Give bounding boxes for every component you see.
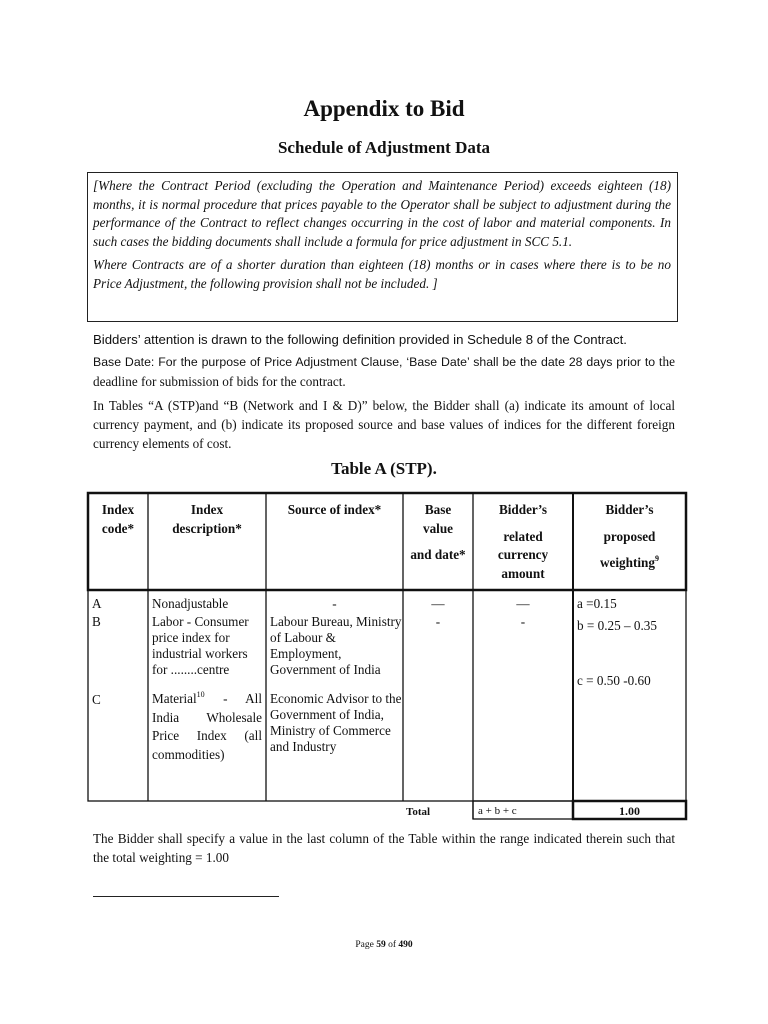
row-c-source: Economic Advisor to the Government of India, Ministry of Commerce and Industry [270,691,402,754]
header-base-value: Base value and date* [410,502,466,562]
row-b-source: Labour Bureau, Ministry of Labour & Employment, Government of India [270,614,402,677]
row-a-base-value: — [431,596,445,611]
row-c-description: Material$^{10}$ - All India Wholesale Price Index (all commodities) [152,690,262,762]
row-a-currency-amount: — [516,596,530,611]
row-c-code: C [92,692,101,707]
page-subtitle: Schedule of Adjustment Data [277,138,491,157]
definition-intro: Bidders’ attention is drawn to the following definition provided in Schedule 8 of the Contract. [93,332,627,347]
row-a-code: A [92,596,102,611]
header-index-code: Index code* [101,502,135,536]
tables-instruction: In Tables “A (STP)and “B (Network and I & D)” below, the Bidder shall (a) indicate its amount of local currency payment, and (b) indicate its proposed source and base values of indices for the different foreign currency elements of cost. [93,398,675,451]
row-b-weighting: b = 0.25 – 0.35 [577,618,657,633]
row-b-code: B [92,614,101,629]
header-index-description: Index description* [172,502,242,536]
row-b-base-value: - [435,614,441,629]
weighting-footnote-ref: 9 [654,554,659,563]
total-formula: a + b + c [478,805,517,817]
base-date-serif-text: the deadline for submission of bids for the contract. [93,354,675,389]
header-bidder-currency: Bidder’s related currency amount [497,502,549,581]
note-paragraph-1: [Where the Contract Period (excluding the Operation and Maintenance Period) exceeds eighteen (18) months, it is normal procedure that prices payable to the Operator shall be subject to adjustment during the performance of the Contract to reflect changes occurring in the cost of labor and material components. In such cases the bidding documents shall include a formula for price adjustment in SCC 5.1. [93,178,671,249]
total-label: Total [406,806,431,818]
note-paragraph-2: Where Contracts are of a shorter duration than eighteen (18) months or in cases where there is to be no Price Adjustment, the following provision shall not be included. ] [93,257,671,291]
material-footnote-ref: 10 [196,690,205,699]
row-a-weighting: a =0.15 [577,596,617,611]
row-a-description: Nonadjustable [152,596,229,611]
base-date-definition [93,352,675,391]
row-b-currency-amount: - [520,614,526,629]
page-footer: Page 59 of 490 [355,940,413,950]
table-title: Table A (STP). [331,459,437,478]
footnote-rule [93,896,279,897]
row-c-weighting: c = 0.50 -0.60 [577,673,651,688]
adjustment-table [87,492,688,828]
row-a-source: - [332,596,337,611]
header-bidder-weighting: Bidder’s proposed weighting$^9$ [600,502,659,570]
weighting-instruction: The Bidder shall specify a value in the last column of the Table within the range indicated therein such that the total weighting = 1.00 [93,831,675,865]
editorial-note-box [87,172,678,322]
base-date-sans-text: Base Date: For the purpose of Price Adjustment Clause, ‘Base Date’ shall be the date 28 days prior to [93,355,656,369]
total-value: 1.00 [619,804,640,818]
header-source-of-index: Source of index* [287,502,382,517]
page-title: Appendix to Bid [303,96,465,121]
row-b-description: Labor - Consumer price index for industrial workers for ........centre [152,614,249,677]
